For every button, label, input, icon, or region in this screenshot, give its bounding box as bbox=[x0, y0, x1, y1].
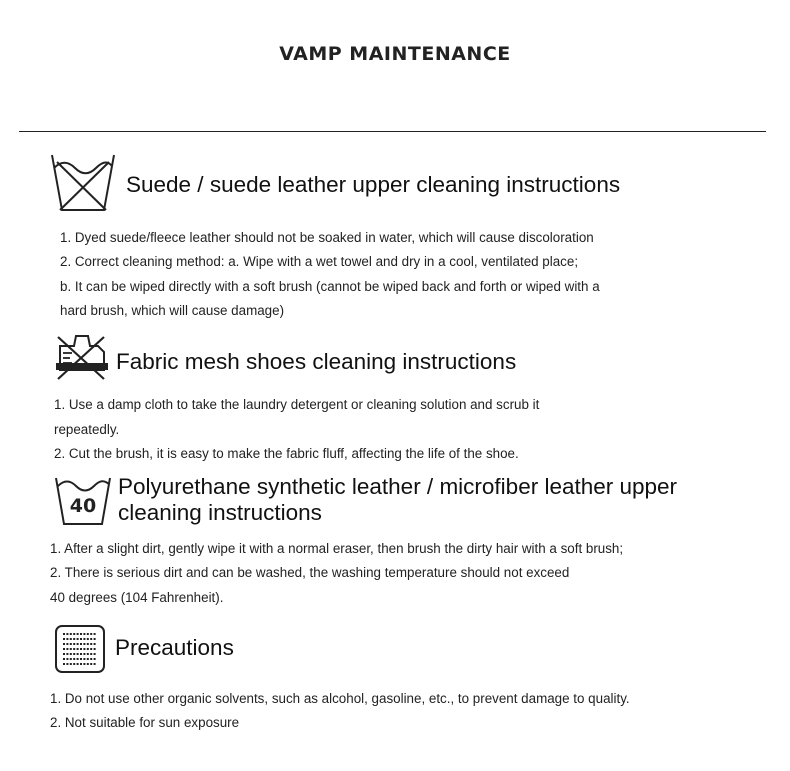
fabric-line-2: repeatedly. bbox=[54, 422, 120, 437]
header-divider bbox=[19, 131, 766, 132]
no-wash-icon bbox=[48, 152, 118, 214]
precautions-line-1: 1. Do not use other organic solvents, such as alcohol, gasoline, etc., to prevent damage to quality. bbox=[50, 691, 630, 706]
section-heading-precautions: Precautions bbox=[115, 635, 234, 660]
no-iron-icon bbox=[54, 332, 110, 384]
section-heading-fabric: Fabric mesh shoes cleaning instructions bbox=[116, 349, 517, 374]
section-heading-polyurethane: Polyurethane synthetic leather / microfiber leather upper bbox=[118, 474, 678, 499]
suede-line-2: 2. Correct cleaning method: a. Wipe with a wet towel and dry in a cool, ventilated place; bbox=[60, 254, 579, 269]
fabric-line-1: 1. Use a damp cloth to take the laundry detergent or cleaning solution and scrub it bbox=[54, 397, 540, 412]
suede-line-4: hard brush, which will cause damage) bbox=[60, 303, 285, 318]
section-heading-polyurethane-line2: cleaning instructions bbox=[118, 500, 322, 525]
suede-line-3: b. It can be wiped directly with a soft brush (cannot be wiped back and forth or wiped with a bbox=[60, 279, 600, 294]
polyurethane-line-3: 40 degrees (104 Fahrenheit). bbox=[50, 590, 224, 605]
wash-temperature-label: 40 bbox=[69, 495, 97, 517]
precaution-icon bbox=[54, 624, 106, 674]
page-title: VAMP MAINTENANCE bbox=[279, 43, 511, 65]
fabric-line-3: 2. Cut the brush, it is easy to make the fabric fluff, affecting the life of the shoe. bbox=[54, 446, 519, 461]
precautions-line-2: 2. Not suitable for sun exposure bbox=[50, 715, 240, 730]
polyurethane-line-2: 2. There is serious dirt and can be washed, the washing temperature should not exceed bbox=[50, 565, 570, 580]
suede-line-1: 1. Dyed suede/fleece leather should not be soaked in water, which will cause discoloration bbox=[60, 230, 594, 245]
section-heading-suede: Suede / suede leather upper cleaning instructions bbox=[126, 172, 621, 197]
polyurethane-line-1: 1. After a slight dirt, gently wipe it with a normal eraser, then brush the dirty hair with a soft brush; bbox=[50, 541, 624, 556]
